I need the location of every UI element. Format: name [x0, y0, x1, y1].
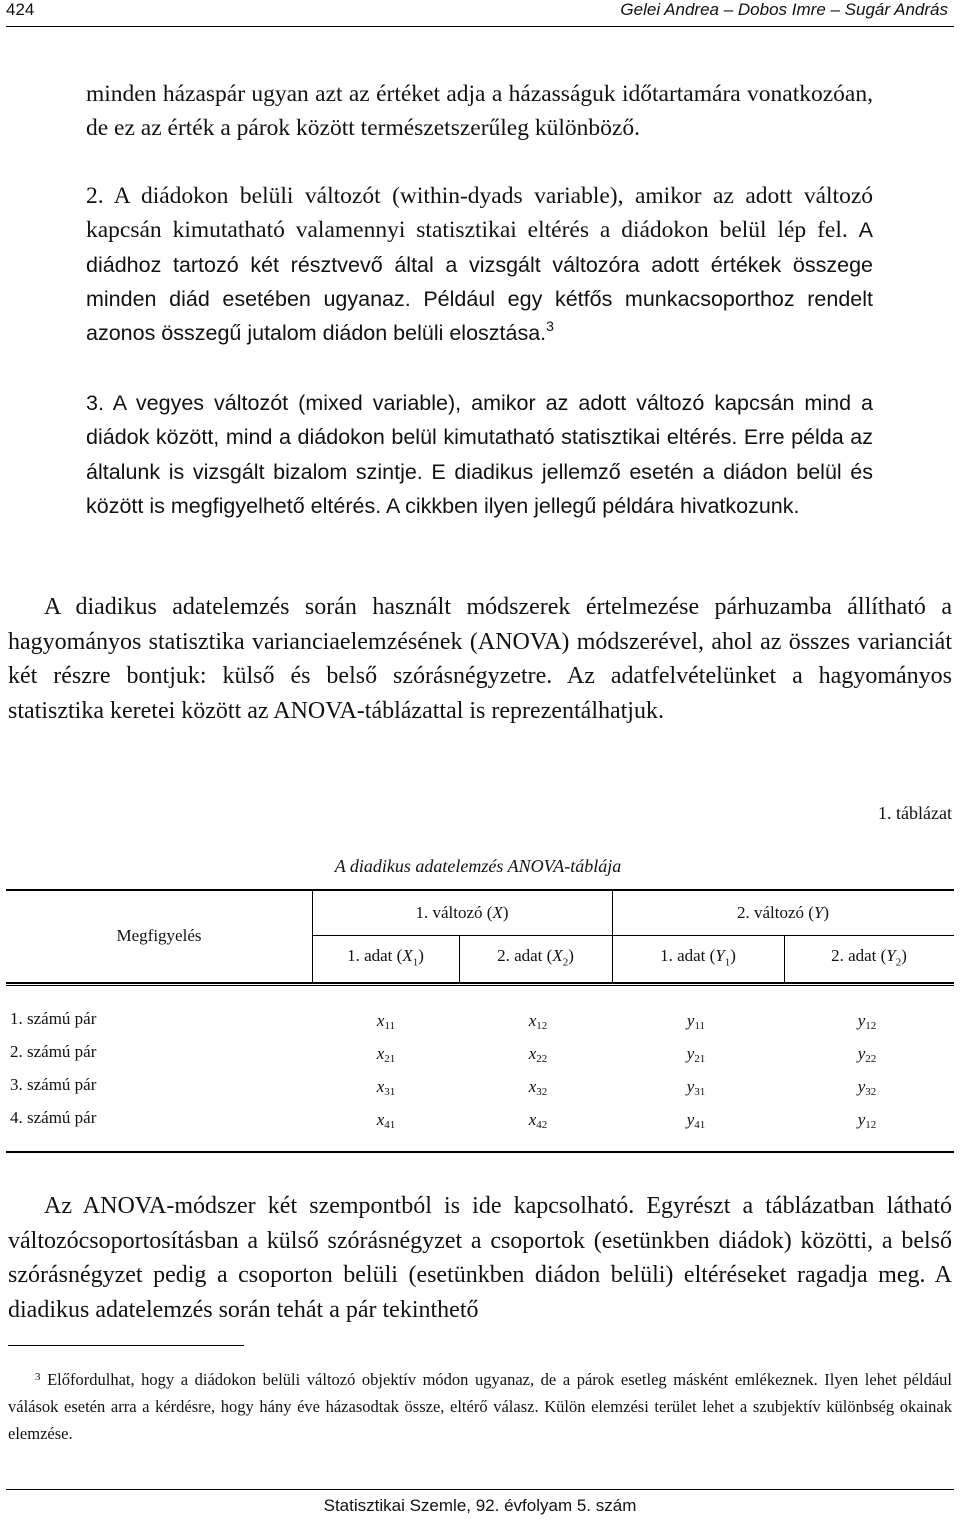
cell-symbol: x	[528, 1110, 537, 1129]
header-variable-1	[312, 903, 612, 923]
cell-subscript: 41	[384, 1119, 396, 1131]
footnote-reference: 3	[546, 318, 554, 335]
table-title-text: A diadikus adatelemzés ANOVA-táblája	[334, 856, 622, 876]
table-cell	[817, 1110, 917, 1131]
header-rule	[6, 26, 954, 27]
body-paragraph-2	[8, 1189, 952, 1327]
page-number: 424	[6, 0, 35, 19]
variable-symbol: X	[402, 946, 413, 965]
table-cell	[817, 1044, 917, 1065]
footnote-mark: 3	[35, 1371, 41, 1383]
cell-symbol: y	[857, 1011, 866, 1030]
cell-symbol: y	[686, 1011, 695, 1030]
header-text: )	[730, 946, 736, 965]
cell-subscript: 21	[694, 1053, 706, 1065]
table-cell	[646, 1077, 746, 1098]
row-label: 1. számú pár	[10, 1009, 97, 1028]
list-item-1-continuation	[86, 77, 873, 146]
subscript: 2	[562, 956, 569, 969]
cell-subscript: 32	[536, 1086, 548, 1098]
header-data-y1	[612, 946, 784, 968]
cell-symbol: x	[376, 1044, 385, 1063]
list-item-2-rest: A diádhoz tartozó két résztvevő által a vizsgált változóra adott értékek összege minden diád esetében ugyanaz. Például egy kétfős munkacsoporthoz rendelt azonos összegű jutalom diádon belüli elosztása.	[86, 218, 873, 346]
row-label: 3. számú pár	[10, 1075, 97, 1094]
footnote	[8, 1366, 952, 1447]
table-cell	[488, 1110, 588, 1131]
row-label: 4. számú pár	[10, 1108, 97, 1127]
cell-subscript: 12	[536, 1020, 548, 1032]
variable-symbol: X	[492, 903, 503, 922]
subscript: 2	[895, 956, 902, 969]
cell-symbol: y	[686, 1077, 695, 1096]
variable-symbol: Y	[813, 903, 824, 922]
cell-symbol: y	[686, 1110, 695, 1129]
list-item-text: minden házaspár ugyan azt az értéket adja a házasságuk időtartamára vonatkozóan, de ez az érték a párok között természetszerűleg különböző.	[86, 81, 873, 142]
cell-subscript: 12	[865, 1119, 877, 1131]
paragraph-text: A diadikus adatelemzés során használt módszerek értelmezése párhuzamba állítható a hagyományos statisztika varianciaelemzésének (ANOVA) módszerével, ahol az összes varianciát két részre bontjuk: külső és belső szórásnégyzetre. Az adatfelvételünket a hagyományos statisztika keretei között az ANOVA-táblázattal is reprezentálhatjuk.	[8, 594, 952, 724]
cell-subscript: 11	[694, 1020, 706, 1032]
header-text: )	[901, 946, 907, 965]
cell-subscript: 31	[384, 1086, 396, 1098]
list-item-2-lead: 2. A diádokon belüli változót (within-dyads variable), amikor az adott változó kapcsán kimutatható valamennyi statisztikai eltérés a diádokon belül lép fel.	[86, 183, 873, 244]
header-text: )	[502, 903, 509, 922]
cell-subscript: 22	[536, 1053, 548, 1065]
list-item-3	[86, 386, 873, 523]
list-item-2	[86, 179, 873, 350]
header-text: 2. változó (	[736, 903, 814, 922]
table-header-bottom-rule	[6, 982, 954, 984]
cell-symbol: x	[376, 1011, 385, 1030]
cell-subscript: 41	[694, 1119, 706, 1131]
cell-subscript: 12	[865, 1020, 877, 1032]
table-cell	[646, 1110, 746, 1131]
table-cell	[336, 1077, 436, 1098]
table-cell	[336, 1011, 436, 1032]
header-text: )	[823, 903, 830, 922]
header-observation: Megfigyelés	[116, 926, 202, 945]
header-text: 2. adat (	[831, 946, 887, 965]
footnote-separator	[8, 1345, 244, 1346]
header-variable-2	[612, 903, 954, 923]
cell-symbol: x	[376, 1077, 385, 1096]
header-text: 2. adat (	[497, 946, 553, 965]
table-cell	[488, 1044, 588, 1065]
cell-subscript: 32	[865, 1086, 877, 1098]
cell-subscript: 31	[694, 1086, 706, 1098]
table-cell	[646, 1011, 746, 1032]
variable-symbol: Y	[715, 946, 725, 965]
variable-symbol: Y	[886, 946, 896, 965]
page-footer: Statisztikai Szemle, 92. évfolyam 5. szám	[323, 1496, 637, 1515]
table-title	[0, 856, 960, 877]
row-label: 2. számú pár	[10, 1042, 97, 1061]
table-cell	[488, 1011, 588, 1032]
list-item-text: 3. A vegyes változót (mixed variable), amikor az adott változó kapcsán mind a diádok között, mind a diádokon belül kimutatható statisztikai eltérés. Erre példa az általunk is vizsgált bizalom szintje. E diadikus jellemző esetén a diádon belül és között is megfigyelhető eltérés. A cikkben ilyen jellegű példára hivatkozunk.	[86, 391, 873, 518]
page-header	[0, 0, 960, 26]
header-data-x1	[312, 946, 459, 968]
variable-symbol: X	[552, 946, 563, 965]
paragraph-text: Az ANOVA-módszer két szempontból is ide kapcsolható. Egyrészt a táblázatban látható változócsoportosításban a külső szórásnégyzet a csoportok (esetünkben diádok) közötti, a belső szórásnégyzet pedig a csoporton belüli (esetünkben diádon belüli) eltéréseket ragadja meg. A diadikus adatelemzés során tehát a pár tekinthető	[8, 1193, 952, 1323]
header-text: 1. adat (	[660, 946, 716, 965]
header-text: )	[418, 946, 424, 965]
header-data-y2	[784, 946, 954, 968]
cell-subscript: 11	[384, 1020, 396, 1032]
cell-symbol: x	[528, 1077, 537, 1096]
footer-rule	[6, 1489, 954, 1490]
footnote-paragraph	[8, 1366, 952, 1447]
cell-symbol: y	[857, 1077, 866, 1096]
cell-symbol: y	[686, 1044, 695, 1063]
table-number: 1. táblázat	[878, 803, 952, 823]
table-header-mid-rule	[312, 935, 954, 936]
cell-symbol: y	[857, 1110, 866, 1129]
table-cell	[646, 1044, 746, 1065]
footnote-text: Előfordulhat, hogy a diádokon belüli változó objektív módon ugyanaz, de a párok esetleg másként emlékeznek. Ilyen lehet például válások esetén arra a kérdésre, hogy hány éve házasodtak össze, eltérő válasz. Külön elemzési terület lehet a szubjektív különbség okainak elemzése.	[8, 1370, 952, 1443]
header-data-x2	[459, 946, 612, 968]
table-cell	[336, 1110, 436, 1131]
table-bottom-rule	[6, 1151, 954, 1153]
cell-subscript: 22	[865, 1053, 877, 1065]
list-item-text	[86, 179, 873, 350]
subscript: 1	[412, 956, 419, 969]
header-text: 1. adat (	[347, 946, 403, 965]
cell-symbol: x	[528, 1044, 537, 1063]
subscript: 1	[724, 956, 731, 969]
table-cell	[336, 1044, 436, 1065]
cell-subscript: 21	[384, 1053, 396, 1065]
table-cell	[488, 1077, 588, 1098]
table-header-bottom-rule-2	[6, 985, 954, 986]
body-paragraph-1	[8, 590, 952, 728]
cell-symbol: y	[857, 1044, 866, 1063]
cell-subscript: 42	[536, 1119, 548, 1131]
cell-symbol: x	[376, 1110, 385, 1129]
running-title: Gelei Andrea – Dobos Imre – Sugár András	[620, 0, 948, 19]
header-text: 1. változó (	[415, 903, 493, 922]
table-cell	[817, 1077, 917, 1098]
header-text: )	[568, 946, 574, 965]
table-top-rule	[6, 889, 954, 891]
cell-symbol: x	[528, 1011, 537, 1030]
table-cell	[817, 1011, 917, 1032]
